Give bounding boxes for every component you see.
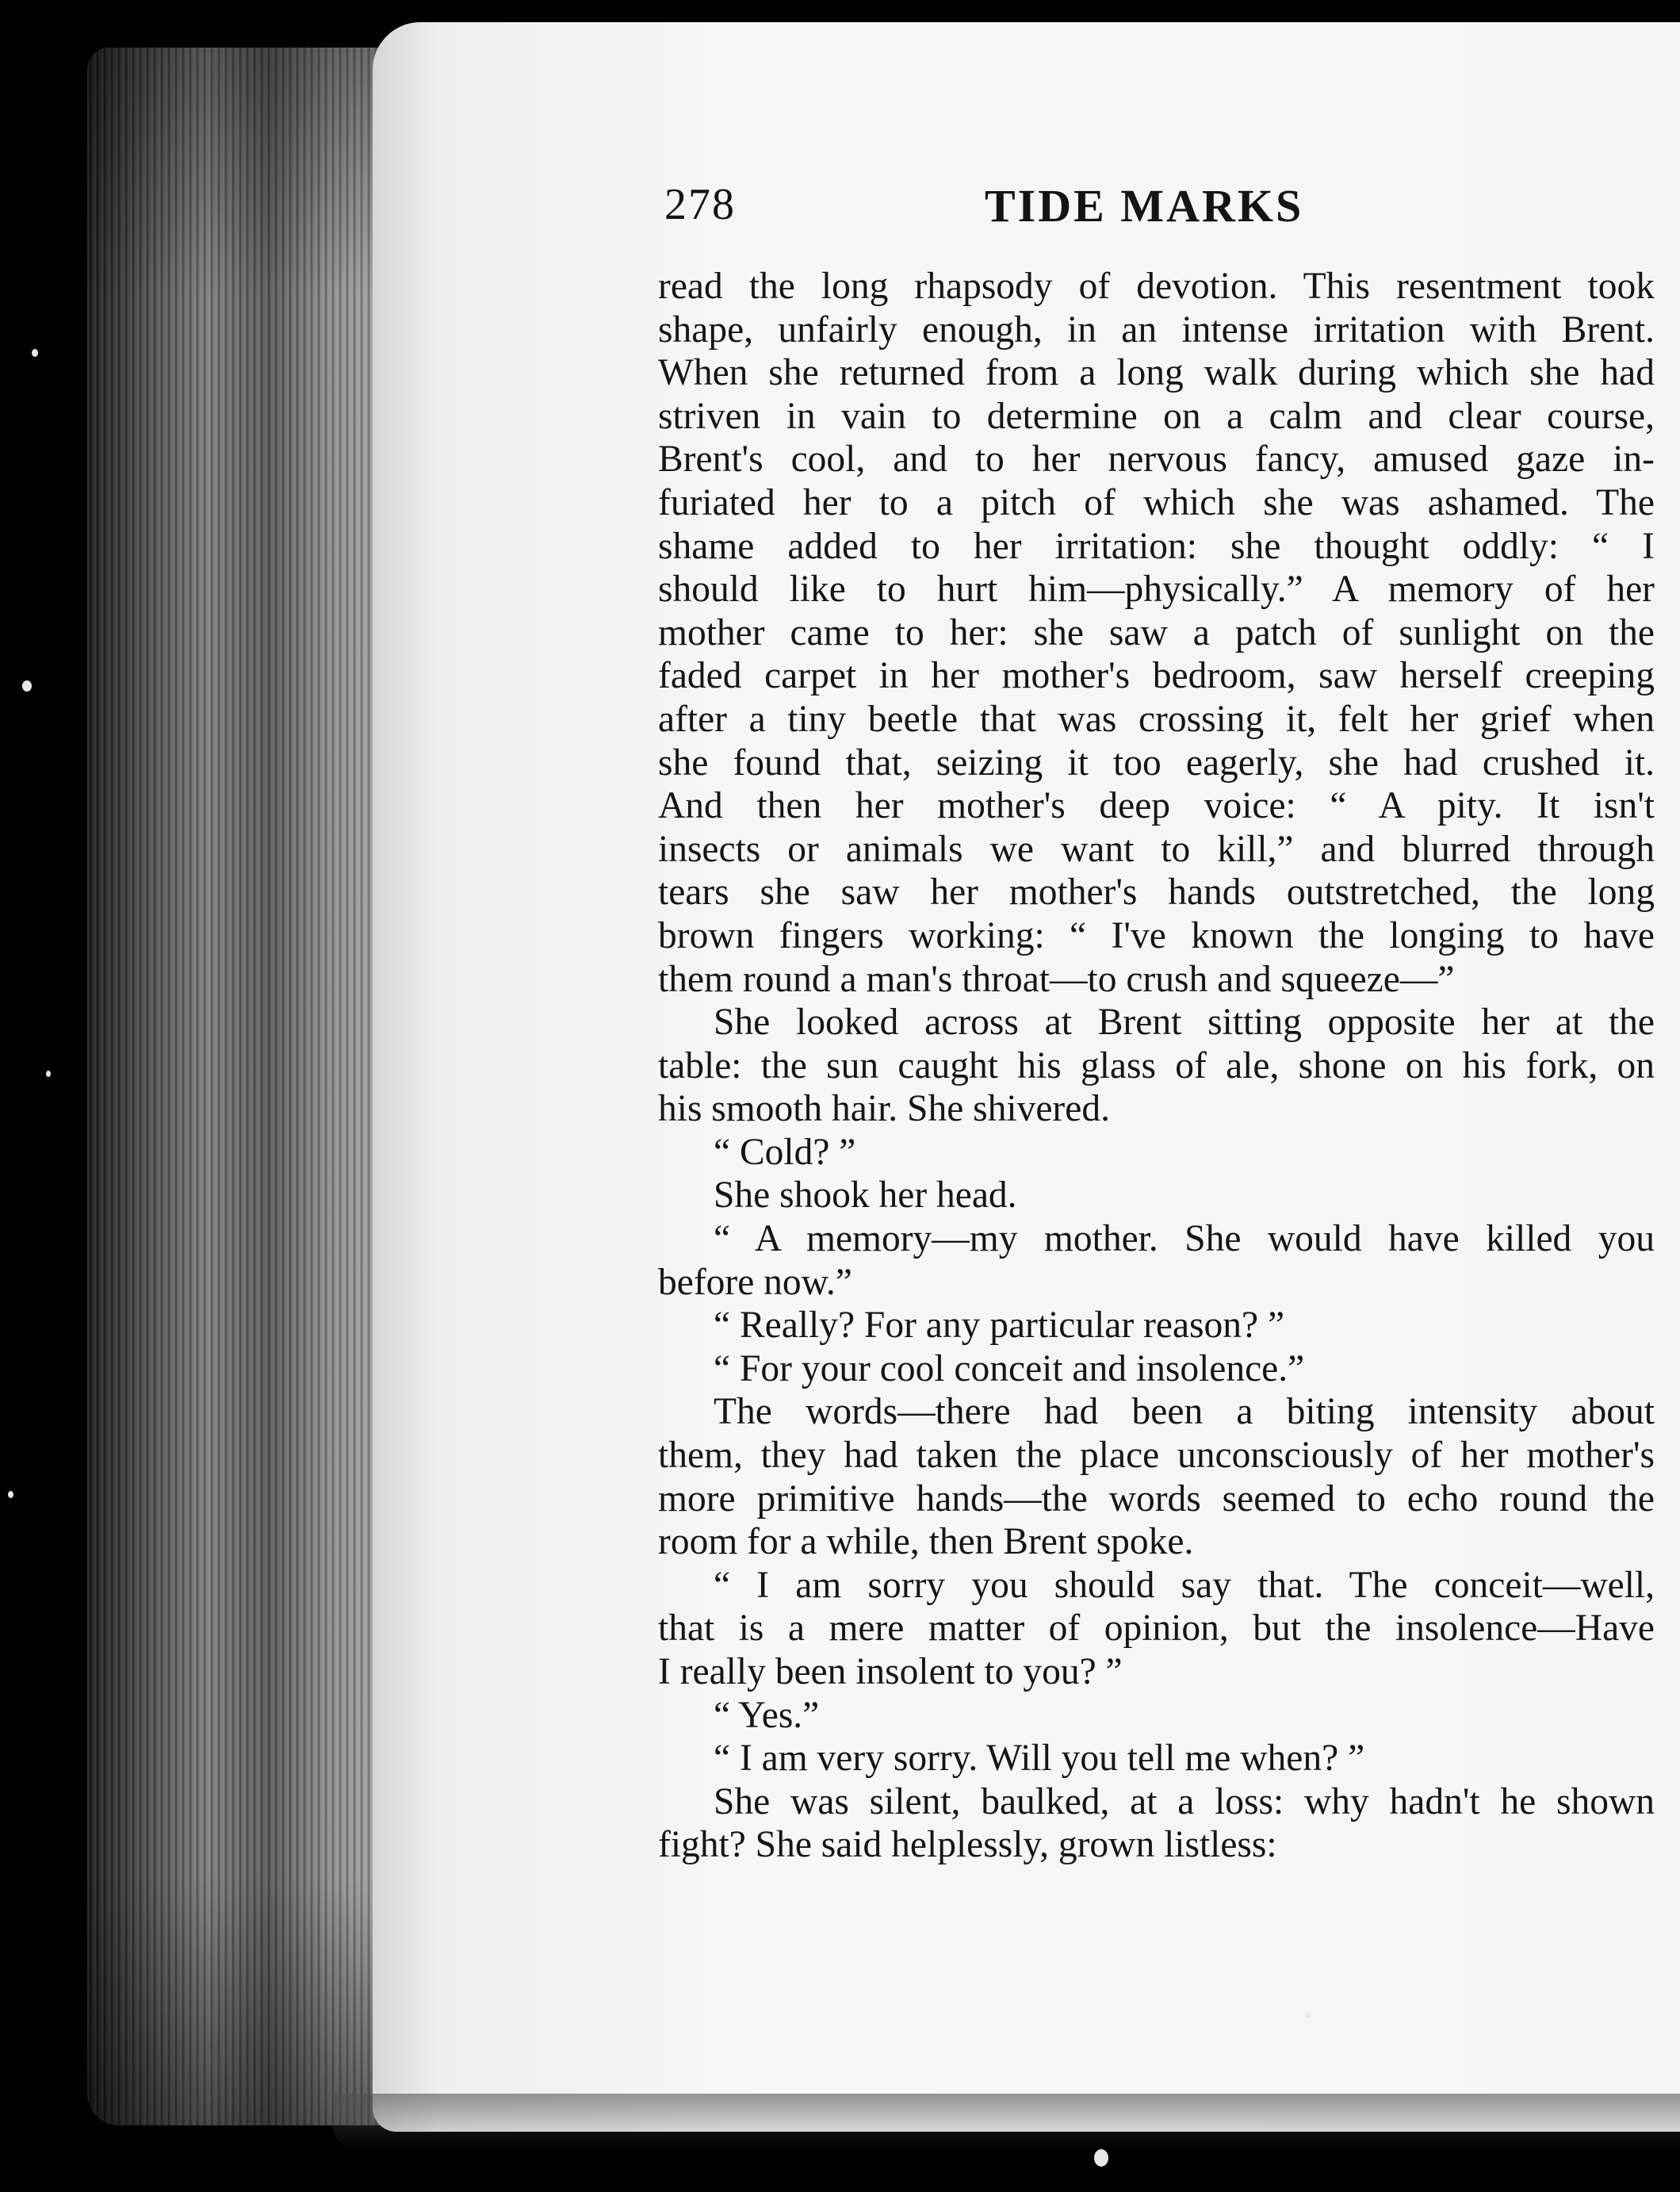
text-line: more primitive hands—the words seemed to echo round the bbox=[658, 1477, 1655, 1519]
text-line: When she returned from a long walk during which she had bbox=[658, 352, 1655, 394]
text-line: striven in vain to determine on a calm and clear course, bbox=[658, 395, 1655, 437]
scan-speck bbox=[22, 680, 32, 692]
page-header bbox=[664, 179, 1652, 235]
text-line: “ Yes.” bbox=[714, 1694, 820, 1736]
text-line: furiated her to a pitch of which she was ashamed. The bbox=[658, 481, 1655, 523]
text-line: “ For your cool conceit and insolence.” bbox=[714, 1347, 1305, 1389]
text-line: room for a while, then Brent spoke. bbox=[658, 1521, 1194, 1563]
text-line: table: the sun caught his glass of ale, shone on his fork, on bbox=[658, 1044, 1655, 1086]
text-line: read the long rhapsody of devotion. This resentment took bbox=[658, 266, 1655, 307]
text-line: should like to hurt him—physically.” A memory of her bbox=[658, 569, 1655, 611]
text-line: tears she saw her mother's hands outstretched, the long bbox=[658, 872, 1655, 914]
text-line: “ Cold? ” bbox=[714, 1131, 856, 1173]
page-number: 278 bbox=[664, 180, 736, 229]
text-line: shame added to her irritation: she thought oddly: “ I bbox=[658, 525, 1655, 567]
text-line: mother came to her: she saw a patch of sunlight on the bbox=[658, 611, 1655, 653]
body-text bbox=[658, 265, 1655, 1867]
text-line: that is a mere matter of opinion, but the insolence—Have bbox=[658, 1608, 1655, 1650]
text-line: them, they had taken the place unconsciously of her mother's bbox=[658, 1435, 1655, 1477]
running-title: TIDE MARKS bbox=[985, 180, 1304, 232]
scan-speck bbox=[32, 349, 38, 357]
text-line: shape, unfairly enough, in an intense irritation with Brent. bbox=[658, 308, 1655, 351]
scan-speck bbox=[46, 1071, 51, 1077]
text-line: Brent's cool, and to her nervous fancy, amused gaze in- bbox=[658, 439, 1655, 481]
text-line: She looked across at Brent sitting opposite her at the bbox=[714, 1002, 1655, 1044]
text-line: “ I am sorry you should say that. The conceit—well, bbox=[714, 1564, 1655, 1606]
text-line: before now.” bbox=[658, 1261, 852, 1303]
scan-speck bbox=[8, 1491, 13, 1498]
text-line: “ Really? For any particular reason? ” bbox=[714, 1305, 1285, 1347]
text-line: faded carpet in her mother's bedroom, saw herself creeping bbox=[658, 655, 1655, 697]
text-line: The words—there had been a biting intensity about bbox=[714, 1391, 1655, 1433]
text-line: brown fingers working: “ I've known the longing to have bbox=[658, 914, 1655, 956]
text-line: them round a man's throat—to crush and squeeze—” bbox=[658, 958, 1455, 1000]
text-line: She shook her head. bbox=[714, 1175, 1017, 1217]
text-line: after a tiny beetle that was crossing it, felt her grief when bbox=[658, 698, 1655, 740]
text-line: She was silent, baulked, at a loss: why hadn't he shown bbox=[714, 1780, 1655, 1822]
text-line: “ I am very sorry. Will you tell me when? ” bbox=[714, 1738, 1365, 1780]
text-line: insects or animals we want to kill,” and blurred through bbox=[658, 828, 1655, 870]
text-line: his smooth hair. She shivered. bbox=[658, 1088, 1110, 1130]
scan-speck bbox=[1094, 2149, 1108, 2167]
scan-speck bbox=[1305, 2013, 1311, 2018]
text-line: “ A memory—my mother. She would have killed you bbox=[714, 1218, 1655, 1260]
text-line: And then her mother's deep voice: “ A pity. It isn't bbox=[658, 785, 1655, 827]
text-line: fight? She said helplessly, grown listless: bbox=[658, 1824, 1277, 1866]
text-line: I really been insolent to you? ” bbox=[658, 1651, 1123, 1692]
page-bottom-shadow bbox=[333, 2094, 1680, 2149]
book-page-edges bbox=[87, 48, 388, 2125]
text-line: she found that, seizing it too eagerly, she had crushed it. bbox=[658, 742, 1655, 784]
